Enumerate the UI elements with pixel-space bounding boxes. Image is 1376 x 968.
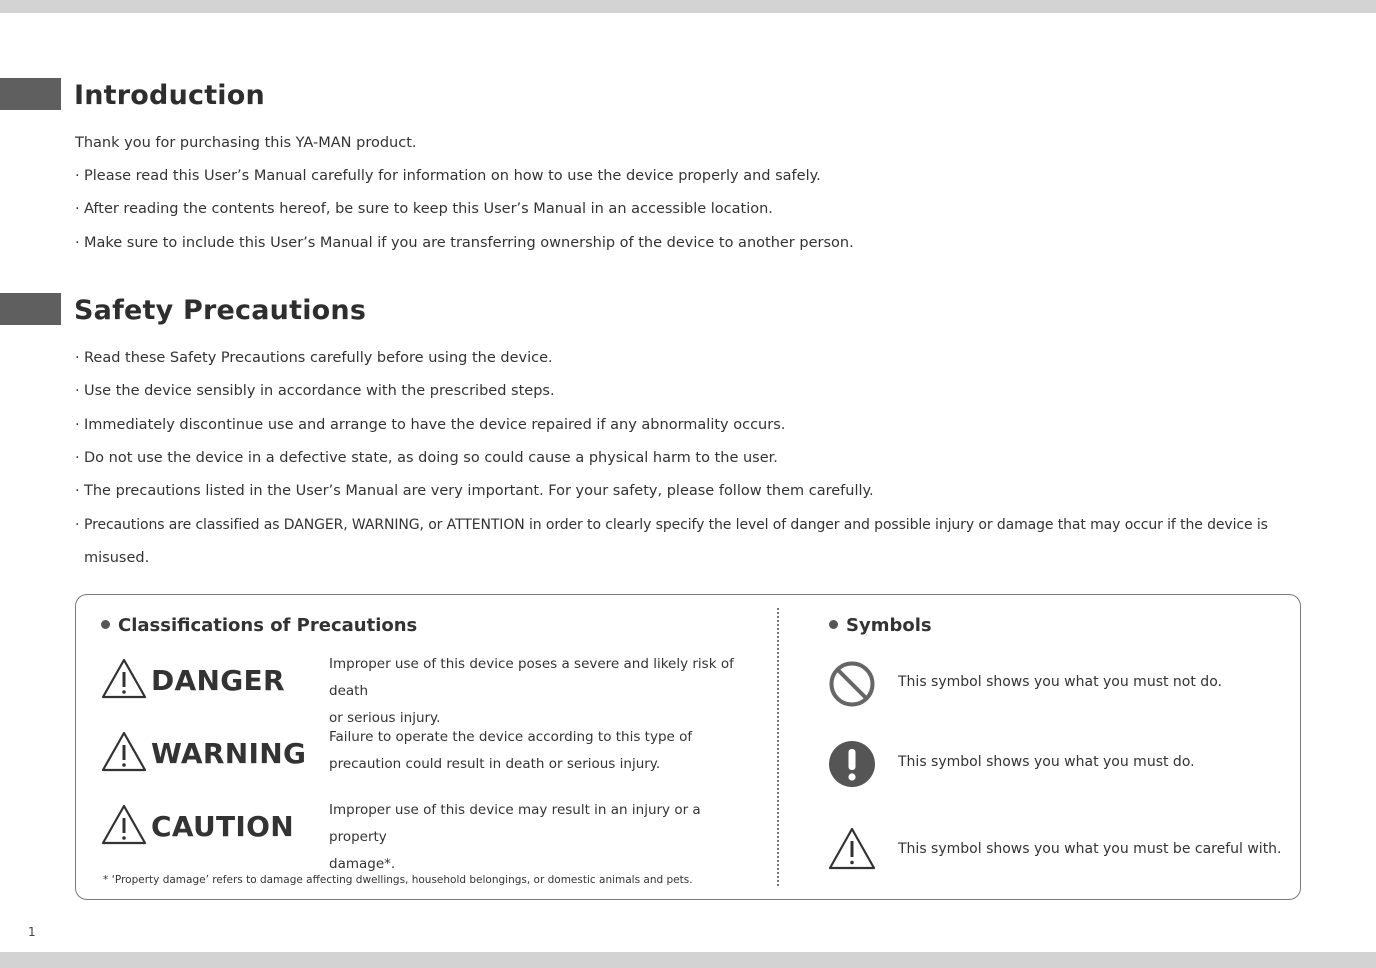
section-marker <box>0 78 61 110</box>
danger-description: Improper use of this device poses a severe and likely risk of death or serious injury. <box>329 656 734 726</box>
classifications-heading: Classifications of Precautions <box>101 615 417 636</box>
warning-triangle-icon <box>828 826 876 870</box>
page-number: 1 <box>28 925 36 939</box>
safety-bullet: · Precautions are classified as DANGER, WARNING, or ATTENTION in order to clearly specify the level of danger and possible injury or damage that may occur if the device is <box>75 517 1268 533</box>
prohibition-icon <box>828 660 876 708</box>
introduction-bullet: · Please read this User’s Manual carefully for information on how to use the device properly and safely. <box>75 168 821 184</box>
introduction-lead: Thank you for purchasing this YA-MAN product. <box>75 135 417 151</box>
safety-title: Safety Precautions <box>74 295 367 326</box>
safety-bullet: · Read these Safety Precautions carefully before using the device. <box>75 350 553 366</box>
section-marker <box>0 293 61 325</box>
caution-symbol-description: This symbol shows you what you must be careful with. <box>898 841 1282 857</box>
prohibition-description: This symbol shows you what you must not do. <box>898 674 1222 690</box>
safety-bullet: · Immediately discontinue use and arrange to have the device repaired if any abnormality occurs. <box>75 417 786 433</box>
property-damage-footnote: * ‘Property damage’ refers to damage affecting dwellings, household belongings, or domestic animals and pets. <box>103 874 693 886</box>
symbols-heading: Symbols <box>829 615 932 636</box>
mandatory-description: This symbol shows you what you must do. <box>898 754 1195 770</box>
safety-bullet: · Do not use the device in a defective state, as doing so could cause a physical harm to the user. <box>75 450 778 466</box>
top-band <box>0 0 1376 13</box>
warning-label: WARNING <box>151 737 307 770</box>
danger-label: DANGER <box>151 664 285 697</box>
warning-description: Failure to operate the device according to this type of precaution could result in death or serious injury. <box>329 729 693 772</box>
caution-label: CAUTION <box>151 810 294 843</box>
exclamation-circle-icon <box>828 740 876 788</box>
caution-description: Improper use of this device may result in an injury or a property damage*. <box>329 802 701 872</box>
warning-triangle-icon <box>101 730 147 772</box>
dotted-divider <box>777 608 779 886</box>
safety-bullet: · Use the device sensibly in accordance with the prescribed steps. <box>75 383 555 399</box>
bullet-dot <box>829 620 838 629</box>
safety-bullet-continuation: misused. <box>84 550 150 566</box>
safety-bullet: · The precautions listed in the User’s Manual are very important. For your safety, please follow them carefully. <box>75 483 874 499</box>
bullet-dot <box>101 620 110 629</box>
introduction-bullet: · Make sure to include this User’s Manual if you are transferring ownership of the device to another person. <box>75 235 854 251</box>
warning-triangle-icon <box>101 657 147 699</box>
introduction-title: Introduction <box>74 80 265 111</box>
introduction-bullet: · After reading the contents hereof, be sure to keep this User’s Manual in an accessible location. <box>75 201 773 217</box>
warning-triangle-icon <box>101 803 147 845</box>
bottom-band <box>0 952 1376 968</box>
